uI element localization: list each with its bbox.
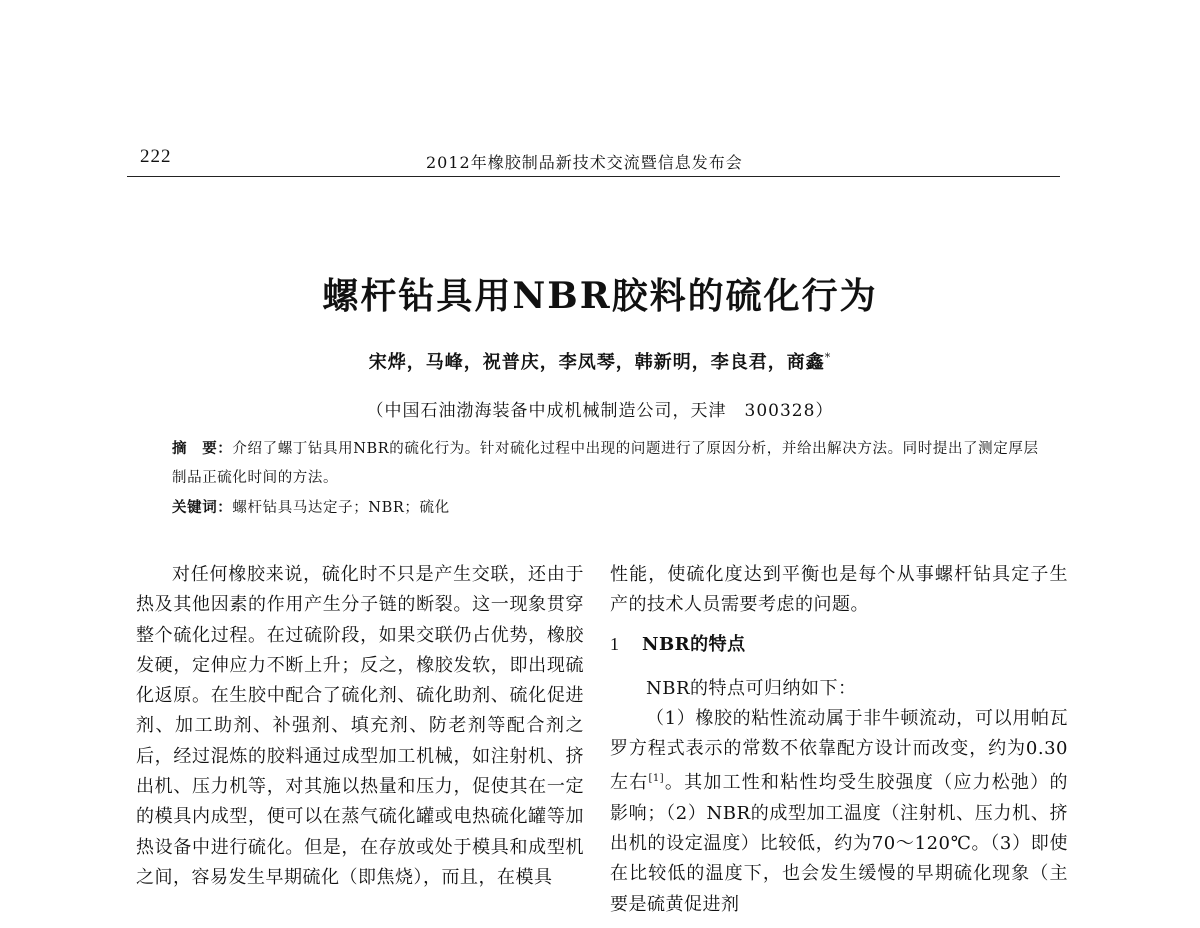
keywords-label: 关键词： <box>172 499 233 516</box>
keywords-text: 螺杆钻具马达定子；NBR；硫化 <box>232 500 450 516</box>
section-heading <box>610 629 1068 660</box>
citation-mark: [1] <box>648 773 665 785</box>
paragraph-text: 。其加工性和粘性均受生胶强度（应力松弛）的影响；（2）NBR的成型加工温度（注射机、压力机、挤出机的设定温度）比较低，约为70～120℃。（3）即使在比较低的温度下，也会发生缓慢的早期硫化现象（主要是硫黄促进剂 <box>610 772 1069 915</box>
section-title: NBR的特点 <box>642 633 746 655</box>
body-paragraph: 对任何橡胶来说，硫化时不只是产生交联，还由于热及其他因素的作用产生分子链的断裂。这一现象贯穿整个硫化过程。在过硫阶段，如果交联仍占优势，橡胶发硬，定伸应力不断上升；反之，橡胶发软，即出现硫化返原。在生胶中配合了硫化剂、硫化助剂、硫化促进剂、加工助剂、补强剂、填充剂、防老剂等配合剂之后，经过混炼的胶料通过成型加工机械，如注射机、挤出机、压力机等，对其施以热量和压力，促使其在一定的模具内成型，便可以在蒸气硫化罐或电热硫化罐等加热设备中进行硫化。但是，在存放或处于模具和成型机之间，容易发生早期硫化（即焦烧），而且，在模具 <box>136 564 584 888</box>
author-list <box>0 348 1200 374</box>
keywords-paragraph <box>172 493 1052 523</box>
author-mark: * <box>824 351 832 364</box>
spacer <box>610 660 1068 674</box>
body-paragraph: NBR的特点可归纳如下： <box>646 677 857 699</box>
section-number: 1 <box>610 633 620 654</box>
abstract-label: 摘 要： <box>172 440 233 457</box>
paragraph-text: （1）橡胶的粘性流动属于非牛顿流动，可以用帕瓦罗方程式表示的常数不依靠配方设计而改变，约为0.30左右 <box>610 707 1068 794</box>
abstract-paragraph <box>172 434 1052 493</box>
abstract-block <box>172 434 1052 523</box>
body-paragraph <box>610 704 1068 920</box>
article-title: 螺杆钻具用NBR胶料的硫化行为 <box>322 275 878 317</box>
left-column <box>136 560 584 893</box>
author-names: 宋烨，马峰，祝普庆，李凤琴，韩新明，李良君，商鑫 <box>368 352 825 373</box>
body-paragraph: 性能，使硫化度达到平衡也是每个从事螺杆钻具定子生产的技术人员需要考虑的问题。 <box>610 564 1068 616</box>
running-header: 2012年橡胶制品新技术交流暨信息发布会 <box>426 153 743 172</box>
page-number: 222 <box>140 146 172 167</box>
affiliation: （中国石油渤海装备中成机械制造公司，天津 300328） <box>366 401 834 421</box>
abstract-text: 介绍了螺丁钻具用NBR的硫化行为。针对硫化过程中出现的问题进行了原因分析，并给出解决方法。同时提出了测定厚层制品正硫化时间的方法。 <box>172 441 1039 486</box>
header-rule <box>127 176 1060 177</box>
right-column <box>610 560 1068 920</box>
